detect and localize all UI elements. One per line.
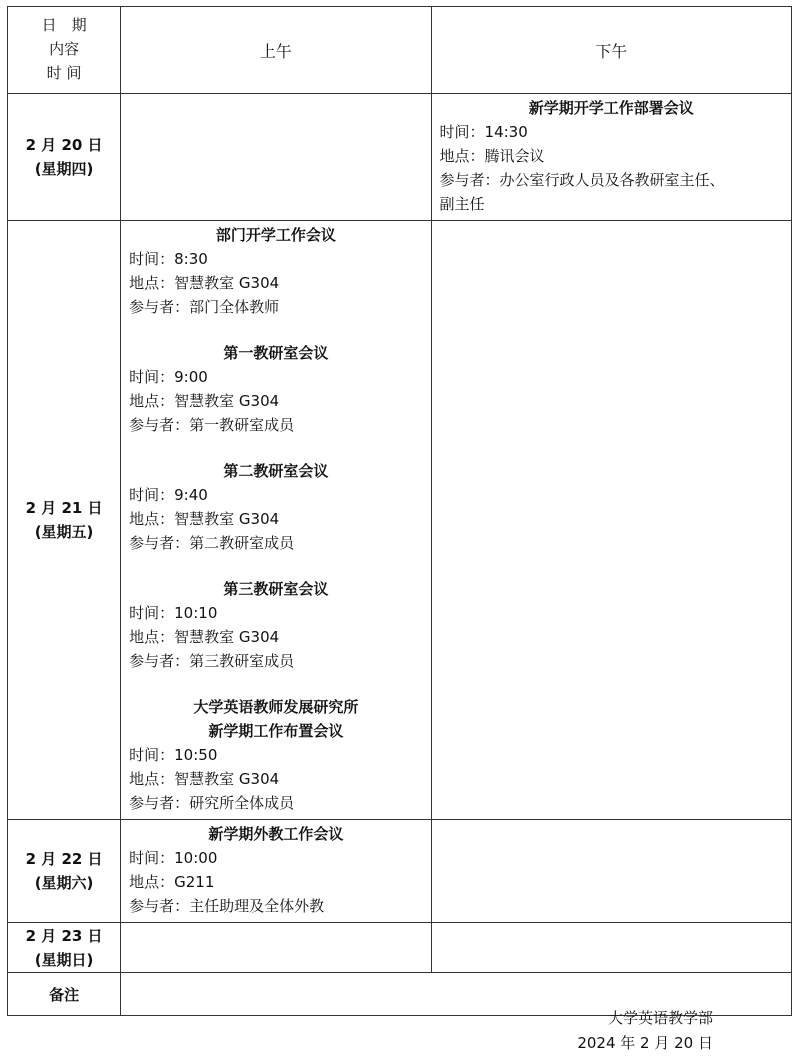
meeting-detail: 时间：10:10 [129,604,218,622]
meeting-detail: 时间：10:00 [129,849,218,867]
meeting-block [129,822,422,918]
meeting-detail: 副主任 [439,195,485,213]
corner-header [8,7,121,94]
meeting-title: 大学英语教师发展研究所 [193,698,359,716]
weekday-text: (星期四) [34,160,94,178]
meeting-block [129,695,422,815]
row-0 [8,94,792,221]
meeting-block [440,96,783,216]
meeting-detail: 参与者：办公室行政人员及各教研室主任、 [439,171,725,189]
date-cell [8,923,121,973]
meeting-detail: 地点：智慧教室 G304 [129,770,280,788]
meeting-title: 新学期开学工作部署会议 [528,99,694,117]
meeting-title: 第三教研室会议 [223,580,329,598]
corner-time-label: 时 间 [46,64,82,82]
morning-cell [121,221,431,820]
meeting-detail: 时间：8:30 [129,250,208,268]
meeting-detail: 地点：腾讯会议 [439,147,545,165]
meeting-title: 部门开学工作会议 [215,226,336,244]
meeting-block [129,577,422,673]
corner-content-label: 内容 [49,40,80,58]
meeting-detail: 参与者：第二教研室成员 [129,534,295,552]
afternoon-cell [431,221,791,820]
weekday-text: (星期日) [34,950,94,969]
afternoon-cell [431,923,791,973]
afternoon-cell [431,820,791,923]
meeting-detail: 时间：9:40 [129,486,208,504]
footer [577,1006,713,1056]
corner-date-label: 日 期 [41,16,87,34]
date-text: 2 月 20 日 [25,136,103,154]
morning-cell [121,923,431,973]
meeting-block [129,223,422,319]
row-1 [8,221,792,820]
weekday-text: (星期六) [34,874,94,892]
row-3 [8,923,792,973]
date-cell [8,820,121,923]
remarks-label: 备注 [8,973,121,1016]
meeting-detail: 参与者：部门全体教师 [129,298,280,316]
meeting-detail: 地点：G211 [129,873,215,891]
date-text: 2 月 22 日 [25,850,103,868]
meeting-detail: 参与者：第三教研室成员 [129,652,295,670]
date-text: 2 月 21 日 [25,499,103,517]
schedule-table [7,6,792,1016]
date-text: 2 月 23 日 [25,926,103,945]
meeting-detail: 参与者：研究所全体成员 [129,794,295,812]
meeting-detail: 参与者：主任助理及全体外教 [129,897,325,915]
header-row [8,7,792,94]
meeting-detail: 时间：14:30 [439,123,528,141]
meeting-detail: 地点：智慧教室 G304 [129,274,280,292]
morning-cell [121,820,431,923]
meeting-title: 第二教研室会议 [223,462,329,480]
meeting-title-line2: 新学期工作布置会议 [208,722,344,740]
afternoon-header: 下午 [431,7,791,94]
date-cell [8,94,121,221]
weekday-text: (星期五) [34,523,94,541]
meeting-detail: 参与者：第一教研室成员 [129,416,295,434]
meeting-detail: 地点：智慧教室 G304 [129,510,280,528]
meeting-detail: 时间：10:50 [129,746,218,764]
meeting-detail: 地点：智慧教室 G304 [129,392,280,410]
morning-header: 上午 [121,7,431,94]
meeting-title: 新学期外教工作会议 [208,825,344,843]
meeting-title: 第一教研室会议 [223,344,329,362]
morning-cell [121,94,431,221]
row-2 [8,820,792,923]
footer-department: 大学英语教学部 [607,1009,713,1027]
footer-date: 2024 年 2 月 20 日 [577,1034,713,1052]
meeting-block [129,459,422,555]
date-cell [8,221,121,820]
meeting-detail: 时间：9:00 [129,368,208,386]
meeting-block [129,341,422,437]
afternoon-cell [431,94,791,221]
meeting-detail: 地点：智慧教室 G304 [129,628,280,646]
